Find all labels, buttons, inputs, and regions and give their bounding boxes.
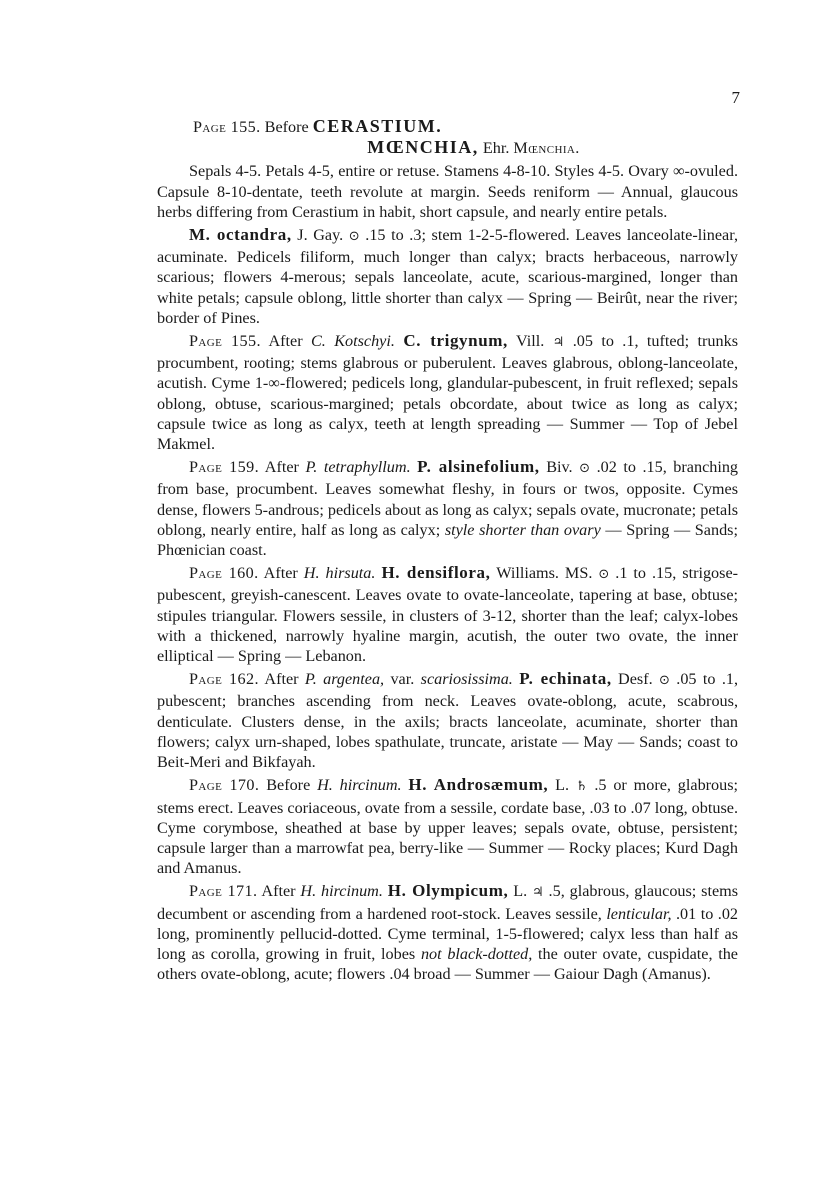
species-text-middle: .01 to .02 long, prominently pellucid-dotted. Cyme terminal, 1-5-flowered; calyx less than half as long as corolla, growing in fruit, lobes: [157, 904, 739, 963]
annual-symbol-icon: ⊙: [659, 673, 670, 689]
reference-species: H. hircinum.: [317, 776, 402, 795]
page-ref: Page 159.: [189, 458, 260, 477]
page-ref: Page 160.: [189, 564, 259, 583]
species-author: Biv.: [546, 458, 573, 477]
species-text: .05 to .1, pubescent; branches ascending from neck. Leaves ovate-oblong, acute, scabrous, denticulate. Clusters dense, in the axils; bracts lanceolate, acuminate, shorter than flowers; calyx urn-shaped, lobes spathulate, truncate, aristate — May — Sands; coast to Beit-Meri and Bikfayah.: [157, 670, 739, 772]
reference-species: H. hirsuta.: [303, 564, 376, 583]
species-author: L.: [555, 776, 570, 795]
perennial-symbol-icon: ♃: [532, 885, 544, 901]
genus-name: MŒNCHIA,: [367, 137, 479, 158]
position-word: After: [263, 564, 298, 583]
annual-symbol-icon: ⊙: [579, 461, 591, 477]
position-word: After: [268, 332, 303, 351]
species-author: L.: [513, 882, 528, 901]
species-entry: [157, 331, 738, 454]
species-author: J. Gay.: [297, 226, 344, 245]
page-number: 7: [731, 88, 740, 107]
position-word: After: [264, 458, 299, 477]
species-entry: [157, 669, 738, 772]
species-entry: [157, 563, 738, 666]
section-heading: [157, 116, 738, 137]
species-text-italic: lenticular,: [606, 904, 672, 923]
species-name: P. alsinefolium,: [417, 457, 540, 477]
reference-species: C. Kotschyi.: [310, 332, 395, 351]
position-word: Before: [266, 776, 311, 795]
page-ref: Page 162.: [189, 670, 259, 689]
species-entry: [157, 457, 738, 560]
species-text: .05 to .1, tufted; trunks procumbent, rooting; stems glabrous or puberulent. Leaves glabrous, oblong-lanceolate, acutish. Cyme 1-∞-flowered; pedicels long, glandular-pubescent, in fruit reflexed; sepals oblong, obtuse, scarious-margined; petals obcordate, about twice as long as calyx; capsule twice as long as calyx, teeth at length spreading — Summer — Top of Jebel Makmel.: [157, 332, 738, 454]
species-author: Desf.: [618, 670, 653, 689]
species-text-end: — Spring — Sands; Phœnician coast.: [157, 520, 738, 560]
reference-species: H. hircinum.: [300, 882, 383, 901]
shrub-symbol-icon: ♄: [575, 779, 588, 795]
species-text: .5, glabrous, glaucous; stems decumbent or ascending from a hardened root-stock. Leaves sessile,: [157, 882, 739, 923]
species-name: M. octandra,: [189, 225, 292, 245]
position-word: After: [264, 670, 299, 689]
position-word: After: [261, 882, 296, 901]
species-text-italic: style shorter than ovary: [444, 520, 601, 539]
species-text: .1 to .15, strigose-pubescent, greyish-canescent. Leaves ovate to ovate-lanceolate, tapering at base, obtuse; stipules triangular. Flowers sessile, in clusters of 3-12, shorter than the leaf; calyx-lobes with a thickened, narrowly hyaline margin, acutish, the outer two ovate, the inner elliptical — Spring — Lebanon.: [157, 564, 739, 666]
reference-species: P. argentea,: [304, 670, 385, 689]
species-name: H. Androsæmum,: [408, 775, 549, 795]
species-name: C. trigynum,: [403, 331, 508, 351]
variety-name: scariosissima.: [420, 670, 513, 689]
page-ref: Page 171.: [189, 882, 258, 901]
species-author: Williams. MS.: [496, 564, 593, 583]
annual-symbol-icon: ⊙: [348, 229, 360, 245]
species-name: H. densiflora,: [381, 563, 491, 583]
species-author: Vill.: [516, 332, 545, 351]
genus-line: [157, 137, 738, 158]
species-text: .02 to .15, branching from base, procumbent. Leaves somewhat fleshy, in fours or twos, opposite. Cymes dense, flowers 5-androus; pedicels about as long as calyx; sepals ovate, mucronate; petals oblong, nearly entire, half as long as calyx;: [157, 458, 739, 539]
heading-page-ref: Page 155.: [193, 118, 261, 136]
reference-species: P. tetraphyllum.: [305, 458, 411, 477]
genus-description: Sepals 4-5. Petals 4-5, entire or retuse. Stamens 4-8-10. Styles 4-5. Ovary ∞-ovuled. Capsule 8-10-dentate, teeth revolute at margin. Seeds reniform — Annual, glaucous herbs differing from Cerastium in habit, short capsule, and nearly entire petals.: [157, 162, 738, 221]
species-text-italic-2: not black-dotted,: [420, 944, 533, 963]
species-name: H. Olympicum,: [387, 881, 509, 901]
page-ref: Page 155.: [189, 332, 261, 351]
perennial-symbol-icon: ♃: [552, 335, 565, 351]
species-entry: [157, 225, 738, 328]
species-entry: [157, 775, 738, 878]
variety-word: var.: [390, 670, 415, 689]
species-text: .5 or more, glabrous; stems erect. Leaves coriaceous, ovate from a sessile, cordate base, .03 to .07 long, obtuse. Cyme corymbose, sheathed at base by upper leaves; sepals ovate, obtuse, persistent; capsule larger than a marrowfat pea, berry-like — Summer — Rocky places; Kurd Dagh and Amanus.: [157, 776, 739, 878]
species-name: P. echinata,: [519, 669, 612, 689]
genus-vernacular: Mœnchia.: [513, 139, 580, 158]
text-body: [157, 116, 738, 987]
genus-author: Ehr.: [482, 139, 510, 158]
heading-genus: CERASTIUM.: [312, 116, 443, 136]
heading-before: Before: [264, 118, 309, 136]
species-entry: [157, 881, 738, 984]
annual-symbol-icon: ⊙: [598, 567, 610, 583]
species-text: .15 to .3; stem 1-2-5-flowered. Leaves lanceolate-linear, acuminate. Pedicels filiform, much longer than calyx; bracts herbaceous, narrowly scarious; flowers 4-merous; sepals lanceolate, acute, scarious-margined, longer than white petals; capsule oblong, little shorter than calyx — Spring — Beirût, near the river; border of Pines.: [157, 226, 738, 327]
species-text-end: the outer ovate, cuspidate, the others ovate-oblong, acute; flowers .04 broad — Summer — Gaiour Dagh (Amanus).: [157, 944, 738, 984]
page-ref: Page 170.: [189, 776, 260, 795]
